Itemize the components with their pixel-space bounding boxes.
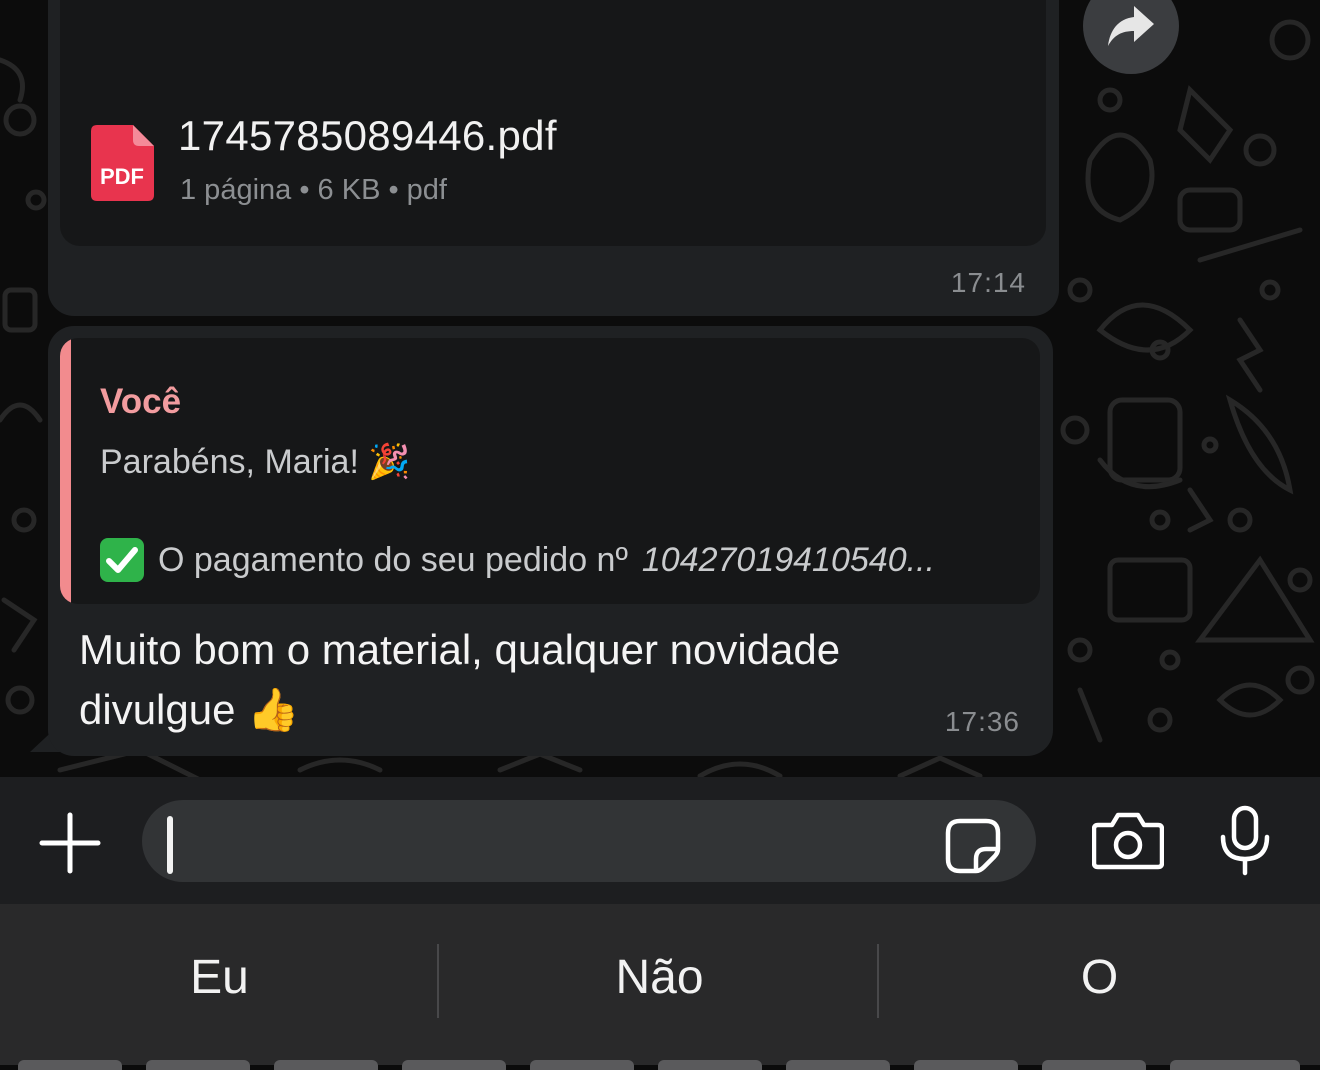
document-card[interactable] [60, 0, 1046, 246]
suggestion-divider [877, 944, 879, 1018]
key[interactable] [1170, 1060, 1300, 1070]
reply-message-bubble[interactable] [48, 326, 1053, 756]
suggestion-3[interactable]: O [1080, 951, 1119, 1004]
key[interactable] [146, 1060, 250, 1070]
text-caret [167, 816, 173, 874]
check-mark-icon [100, 538, 144, 582]
microphone-icon[interactable] [1218, 805, 1272, 877]
key[interactable] [530, 1060, 634, 1070]
message-time: 17:36 [944, 706, 1020, 737]
attach-plus-icon[interactable] [38, 811, 102, 875]
document-message-bubble[interactable] [48, 0, 1059, 316]
key[interactable] [786, 1060, 890, 1070]
suggestion-divider [437, 944, 439, 1018]
key[interactable] [274, 1060, 378, 1070]
quote-accent-bar [60, 338, 71, 604]
forward-arrow-icon [1106, 4, 1156, 48]
suggestion-2[interactable]: Não [615, 951, 704, 1004]
sticker-icon[interactable] [944, 817, 1002, 875]
message-input[interactable] [142, 800, 1036, 882]
key[interactable] [402, 1060, 506, 1070]
quoted-message[interactable] [60, 338, 1040, 604]
suggestion-1[interactable]: Eu [190, 951, 249, 1004]
pdf-file-icon [91, 125, 154, 201]
document-file-name: 1745785089446.pdf [178, 112, 557, 159]
keyboard-key-row [0, 1060, 1320, 1070]
quoted-order-number: 10427019410540... [641, 540, 935, 579]
key[interactable] [914, 1060, 1018, 1070]
quoted-text-line1: Parabéns, Maria! 🎉 [100, 443, 411, 481]
quoted-line2-text: O pagamento do seu pedido nº [158, 540, 628, 579]
key[interactable] [658, 1060, 762, 1070]
message-text: Muito bom o material, qualquer novidade divulgue 👍 [79, 626, 841, 733]
key[interactable] [1042, 1060, 1146, 1070]
message-input-bar [0, 777, 1320, 904]
pdf-icon-label: PDF [100, 164, 144, 189]
document-meta: 1 página • 6 KB • pdf [180, 174, 447, 206]
camera-icon[interactable] [1092, 811, 1164, 871]
quoted-author: Você [100, 382, 182, 421]
quoted-text-line2 [100, 538, 935, 582]
keyboard-suggestions [0, 904, 1320, 1065]
key[interactable] [18, 1060, 122, 1070]
message-time: 17:14 [950, 267, 1026, 298]
